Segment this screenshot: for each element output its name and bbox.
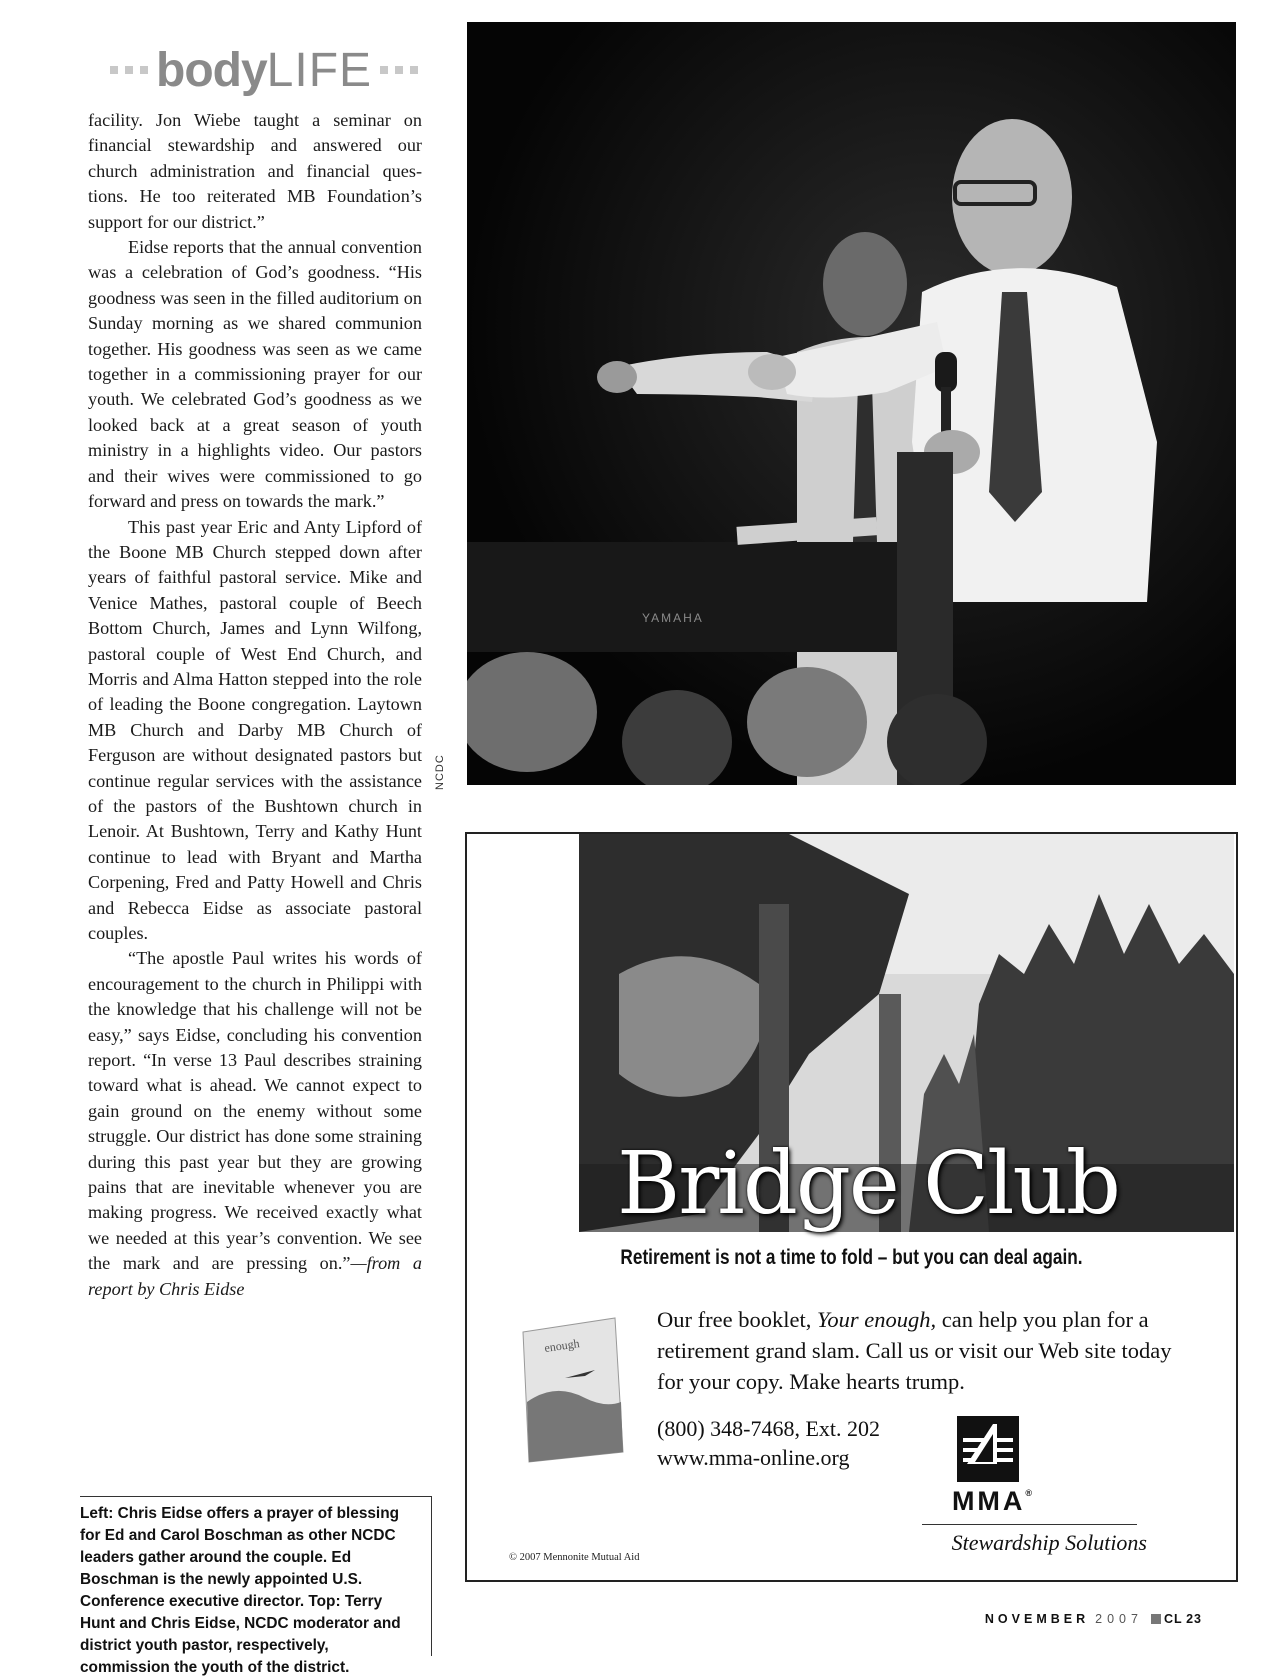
section-title-bold: body: [156, 43, 267, 97]
photo-caption: [80, 1496, 432, 1676]
ad-body-pre: Our free booklet,: [657, 1307, 817, 1332]
ad-website[interactable]: www.mma-online.org: [657, 1445, 850, 1470]
logo-rule: [922, 1524, 1137, 1525]
article-paragraph-last: [88, 946, 422, 1302]
ad-contact: [657, 1414, 977, 1472]
article-paragraph: facility. Jon Wiebe taught a seminar on financial stewardship and answered our church administration and financial questions. He too reiterated MB Foundation’s support for our district.”: [88, 110, 422, 232]
booklet-cover: [515, 1312, 627, 1464]
mma-logo-text: [922, 1486, 1062, 1517]
byline: —from a report by Chris Eidse: [88, 1253, 422, 1299]
section-title-light: LIFE: [266, 43, 373, 97]
ad-title: Bridge Club: [617, 1134, 1119, 1234]
folio-page-number: 23: [1186, 1612, 1202, 1626]
mma-logo-subtitle: Stewardship Solutions: [951, 1530, 1147, 1555]
photo-credit: NCDC: [434, 754, 446, 790]
folio-square-icon: [1151, 1614, 1161, 1624]
header-dots-left: [110, 66, 148, 74]
folio-publication: CL: [1163, 1612, 1183, 1626]
section-header: [110, 40, 450, 100]
ad-phone: (800) 348-7468, Ext. 202: [657, 1416, 881, 1441]
article-paragraph: This past year Eric and Anty Lipford of the Boone MB Church stepped down after years of faithful pastoral service. Mike and Venice Mathes, pastoral couple of Beech Bottom Church, James and Lynn Wilfong, pastoral couple of West End Church, and Morris and Alma Hatton stepped into the role of leading the Boone congregation. Laytown MB Church and Darby MB Church of Ferguson are without designated pastors but continue regular services with the assistance of the pastors of the Bushtown church in Lenoir. At Bushtown, Terry and Kathy Hunt continue to lead with Bryant and Martha Corpening, Fred and Patty Howell and Chris and Rebecca Eidse as associate pastoral couples.: [88, 516, 422, 943]
article-paragraph-text: “The apostle Paul writes his words of encouragement to the church in Philippi with the knowledge that his challenge will not be easy,” says Eidse, concluding his convention report. “In verse 13 Paul describes straining toward what is ahead. We cannot expect to gain ground on the enemy without some struggle. Our district has done some straining during this past year but they are growing pains that are inevitable whenever you are making progress. We received exactly what we needed at this year’s convention. We see the mark and are pressing on.”: [88, 948, 422, 1274]
article-paragraph: Eidse reports that the annual convention was a celebration of God’s goodness. “His goodness was seen in the filled auditorium on Sunday morning as we shared communion together. His goodness was seen as we came together in a commissioning prayer for our youth. We celebrated God’s goodness as we looked back at a great season of youth ministry in a highlights video. Our pastors and their wives were commissioned to go forward and press on towards the mark.”: [88, 237, 422, 512]
header-dots-right: [380, 66, 418, 74]
caption-text: Left: Chris Eidse offers a prayer of blessing for Ed and Carol Boschman as other NCDC leaders gather around the couple. Ed Boschman is the newly appointed U.S. Conference executive director. Top: Terry Hunt and Chris Eidse, NCDC moderator and district youth pastor, respectively, commission the youth of the district.: [80, 1505, 401, 1676]
registered-mark: ®: [1025, 1488, 1033, 1498]
booklet-title: enough: [543, 1336, 581, 1355]
mma-logo-graphic: [957, 1416, 1019, 1482]
mma-logo-icon: [957, 1416, 1019, 1482]
article-body: [88, 108, 422, 1302]
caption-rule: [80, 1496, 432, 1497]
ad-body-post: can help you plan for a retirement grand slam. Call us or visit our Web site today for your copy. Make hearts trump.: [657, 1307, 1172, 1394]
booklet-illustration: [515, 1312, 627, 1464]
ad-body: [657, 1304, 1177, 1397]
advertisement: [465, 832, 1238, 1582]
ad-booklet-name: Your enough,: [816, 1307, 937, 1332]
mma-logo-name: MMA: [951, 1486, 1026, 1516]
folio-year: 2007: [1095, 1612, 1143, 1626]
piano-brand: YAMAHA: [642, 611, 704, 625]
page-folio: [962, 1612, 1202, 1626]
ad-tagline: Retirement is not a time to fold – but you can deal again.: [620, 1246, 1083, 1269]
ad-copyright: © 2007 Mennonite Mutual Aid: [509, 1552, 640, 1563]
photo-illustration: [467, 22, 1236, 785]
event-photo: [467, 22, 1236, 785]
folio-month: NOVEMBER: [984, 1612, 1090, 1626]
